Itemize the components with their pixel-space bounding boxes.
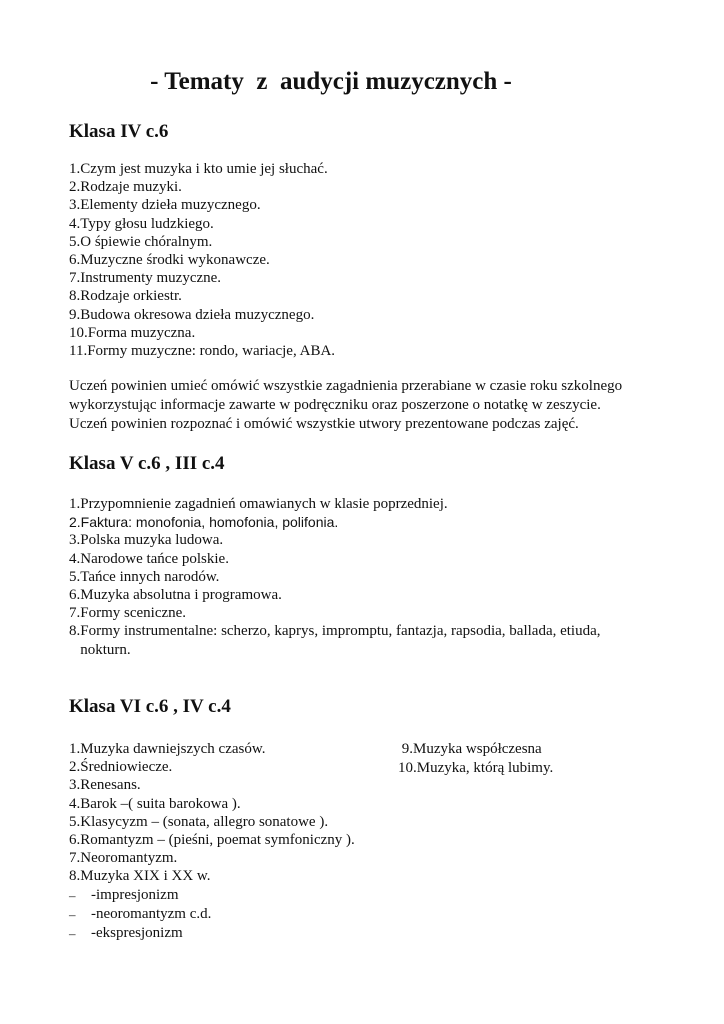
list-item: 1.Czym jest muzyka i kto umie jej słuchać. bbox=[69, 161, 328, 177]
dash-bullet: – bbox=[69, 888, 76, 903]
list-item: 5.Tańce innych narodów. bbox=[69, 568, 220, 585]
list-item: 4.Typy głosu ludzkiego. bbox=[69, 215, 214, 232]
list-item: 3.Elementy dzieła muzycznego. bbox=[69, 197, 261, 214]
list-item: 9.Budowa okresowa dzieła muzycznego. bbox=[69, 306, 315, 323]
list-item: 7.Neoromantyzm. bbox=[69, 850, 178, 867]
page-title: - Tematy z audycji muzycznych - bbox=[150, 68, 512, 95]
topic-list-klasa-vi bbox=[69, 740, 355, 886]
requirements-note bbox=[69, 377, 689, 434]
sub-item-text: -neoromantyzm c.d. bbox=[91, 906, 212, 922]
list-item: 2.Rodzaje muzyki. bbox=[69, 179, 182, 196]
list-item bbox=[69, 905, 211, 924]
list-item bbox=[69, 886, 211, 905]
list-item: 1.Muzyka dawniejszych czasów. bbox=[69, 741, 266, 757]
topic-list-klasa-v bbox=[69, 495, 601, 659]
note-line: Uczeń powinien umieć omówić wszystkie zagadnienia przerabiane w czasie roku szkolnego bbox=[69, 378, 623, 394]
list-item: 5.Klasycyzm – (sonata, allegro sonatowe ). bbox=[69, 813, 329, 830]
sub-item-text: -ekspresjonizm bbox=[91, 925, 183, 941]
topic-list-klasa-vi-right bbox=[398, 740, 553, 777]
section-heading-klasa-v: Klasa V c.6 , III c.4 bbox=[69, 453, 225, 474]
list-item: 11.Formy muzyczne: rondo, wariacje, ABA. bbox=[69, 343, 336, 360]
dash-bullet: – bbox=[69, 907, 76, 922]
note-line: Uczeń powinien rozpoznać i omówić wszystkie utwory prezentowane podczas zajęć. bbox=[69, 416, 579, 432]
list-item: 10.Forma muzyczna. bbox=[69, 324, 196, 341]
list-item: 4.Narodowe tańce polskie. bbox=[69, 550, 229, 567]
list-item: 4.Barok –( suita barokowa ). bbox=[69, 795, 241, 812]
topic-list-klasa-iv bbox=[69, 160, 335, 360]
list-item: nokturn. bbox=[69, 641, 131, 658]
list-item: 1.Przypomnienie zagadnień omawianych w klasie poprzedniej. bbox=[69, 496, 448, 512]
note-line: wykorzystując informacje zawarte w podręczniku oraz poszerzone o notatkę w zeszycie. bbox=[69, 397, 601, 413]
list-item: 3.Polska muzyka ludowa. bbox=[69, 532, 224, 549]
list-item: 6.Romantyzm – (pieśni, poemat symfoniczny ). bbox=[69, 832, 355, 849]
list-item: 7.Instrumenty muzyczne. bbox=[69, 270, 222, 287]
list-item: 6.Muzyczne środki wykonawcze. bbox=[69, 252, 270, 269]
section-heading-klasa-vi: Klasa VI c.6 , IV c.4 bbox=[69, 696, 231, 717]
list-item: 6.Muzyka absolutna i programowa. bbox=[69, 587, 282, 604]
list-item: 7.Formy sceniczne. bbox=[69, 605, 187, 622]
sub-list-muzyka-xix-xx bbox=[69, 886, 211, 943]
list-item: 8.Formy instrumentalne: scherzo, kaprys, impromptu, fantazja, rapsodia, ballada, etiuda, bbox=[69, 623, 601, 640]
list-item: 2.Faktura: monofonia, homofonia, polifonia. bbox=[69, 514, 339, 531]
list-item bbox=[69, 924, 211, 943]
list-item: 3.Renesans. bbox=[69, 777, 141, 794]
sub-item-text: -impresjonizm bbox=[91, 887, 179, 903]
list-item: 9.Muzyka współczesna bbox=[398, 741, 542, 757]
list-item: 5.O śpiewie chóralnym. bbox=[69, 233, 213, 250]
section-heading-klasa-iv: Klasa IV c.6 bbox=[69, 121, 169, 142]
dash-bullet: – bbox=[69, 926, 76, 941]
list-item: 8.Rodzaje orkiestr. bbox=[69, 288, 182, 305]
list-item: 2.Średniowiecze. bbox=[69, 759, 173, 776]
list-item: 10.Muzyka, którą lubimy. bbox=[398, 759, 554, 776]
list-item: 8.Muzyka XIX i XX w. bbox=[69, 868, 211, 885]
